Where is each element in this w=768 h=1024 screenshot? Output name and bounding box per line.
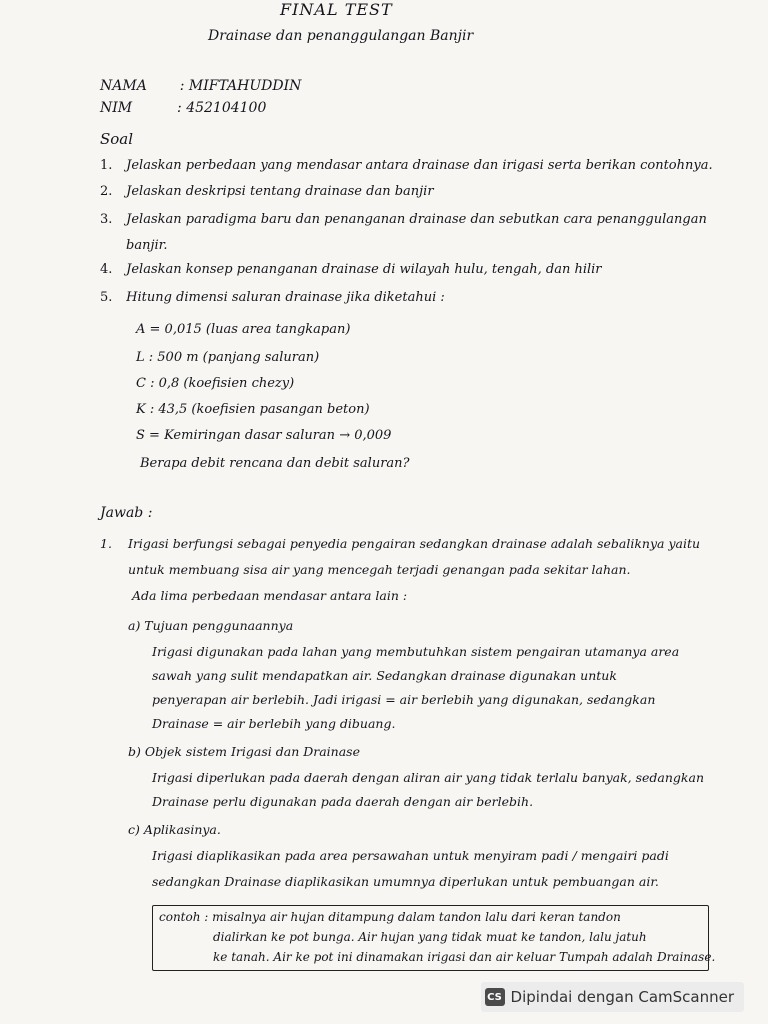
- answer-line: Irigasi digunakan pada lahan yang membutuhkan sistem pengairan utamanya area: [152, 644, 680, 659]
- answer-line: sawah yang sulit mendapatkan air. Sedangkan drainase digunakan untuk: [152, 668, 617, 683]
- question-3-continued: banjir.: [126, 238, 168, 253]
- example-line: ke tanah. Air ke pot ini dinamakan irigasi dan air keluar Tumpah adalah Drainase.: [213, 950, 716, 964]
- page-subtitle: Drainase dan penanggulangan Banjir: [208, 28, 474, 44]
- camscanner-logo-icon: CS: [485, 988, 505, 1006]
- nim-line: NIM : 452104100: [100, 100, 267, 116]
- given-length: L : 500 m (panjang saluran): [136, 350, 320, 365]
- question-2: [100, 184, 434, 199]
- answer-line: Ada lima perbedaan mendasar antara lain :: [132, 588, 408, 603]
- subsection-b-title: b) Objek sistem Irigasi dan Drainase: [128, 744, 360, 759]
- subsection-a-title: a) Tujuan penggunaannya: [128, 618, 294, 633]
- example-line: dialirkan ke pot bunga. Air hujan yang tidak muat ke tandon, lalu jatuh: [213, 930, 647, 944]
- question-number: 1.: [100, 158, 113, 173]
- camscanner-watermark: [481, 982, 744, 1012]
- answer-line: Irigasi diperlukan pada daerah dengan aliran air yang tidak terlalu banyak, sedangkan: [152, 770, 705, 785]
- question-text: Jelaskan deskripsi tentang drainase dan banjir: [126, 184, 434, 199]
- answer-line: Irigasi diaplikasikan pada area persawahan untuk menyiram padi / mengairi padi: [152, 848, 669, 863]
- answer-line: sedangkan Drainase diaplikasikan umumnya diperlukan untuk pembuangan air.: [152, 874, 659, 889]
- question-1: [100, 158, 713, 173]
- question-number: 3.: [100, 212, 113, 227]
- example-line: contoh : misalnya air hujan ditampung dalam tandon lalu dari keran tandon: [159, 910, 621, 924]
- name-label: NAMA: [100, 78, 147, 94]
- watermark-text: Dipindai dengan CamScanner: [510, 988, 734, 1006]
- answer-line: untuk membuang sisa air yang mencegah terjadi genangan pada sekitar lahan.: [128, 562, 631, 577]
- question-4: [100, 262, 602, 277]
- answer-line: penyerapan air berlebih. Jadi irigasi = air berlebih yang digunakan, sedangkan: [152, 692, 656, 707]
- answer-line: Drainase = air berlebih yang dibuang.: [152, 716, 396, 731]
- given-chezy: C : 0,8 (koefisien chezy): [136, 376, 295, 391]
- question-text: Jelaskan perbedaan yang mendasar antara drainase dan irigasi serta berikan contohnya.: [126, 158, 713, 173]
- question-5: [100, 290, 445, 305]
- given-slope: S = Kemiringan dasar saluran → 0,009: [136, 428, 392, 443]
- jawab-heading: Jawab :: [100, 505, 153, 521]
- name-value: MIFTAHUDDIN: [188, 78, 302, 94]
- name-line: NAMA : MIFTAHUDDIN: [100, 78, 302, 94]
- question-text: Jelaskan konsep penanganan drainase di wilayah hulu, tengah, dan hilir: [126, 262, 602, 277]
- subsection-c-title: c) Aplikasinya.: [128, 822, 221, 837]
- answer-number: 1.: [100, 536, 112, 551]
- question-number: 2.: [100, 184, 113, 199]
- question-number: 5.: [100, 290, 113, 305]
- soal-heading: Soal: [100, 130, 134, 148]
- final-question: Berapa debit rencana dan debit saluran?: [140, 456, 410, 471]
- question-text: Hitung dimensi saluran drainase jika diketahui :: [126, 290, 445, 305]
- nim-value: 452104100: [186, 100, 267, 116]
- example-box: [152, 905, 716, 971]
- nim-label: NIM: [100, 100, 133, 116]
- question-number: 4.: [100, 262, 113, 277]
- answer-line: Drainase perlu digunakan pada daerah dengan air berlebih.: [152, 794, 534, 809]
- given-area: A = 0,015 (luas area tangkapan): [136, 322, 351, 337]
- question-3: [100, 212, 707, 227]
- question-text: Jelaskan paradigma baru dan penanganan drainase dan sebutkan cara penanggulangan: [126, 212, 707, 227]
- page-title: FINAL TEST: [280, 0, 393, 19]
- given-k: K : 43,5 (koefisien pasangan beton): [136, 402, 370, 417]
- answer-line: Irigasi berfungsi sebagai penyedia pengairan sedangkan drainase adalah sebaliknya yaitu: [128, 536, 701, 551]
